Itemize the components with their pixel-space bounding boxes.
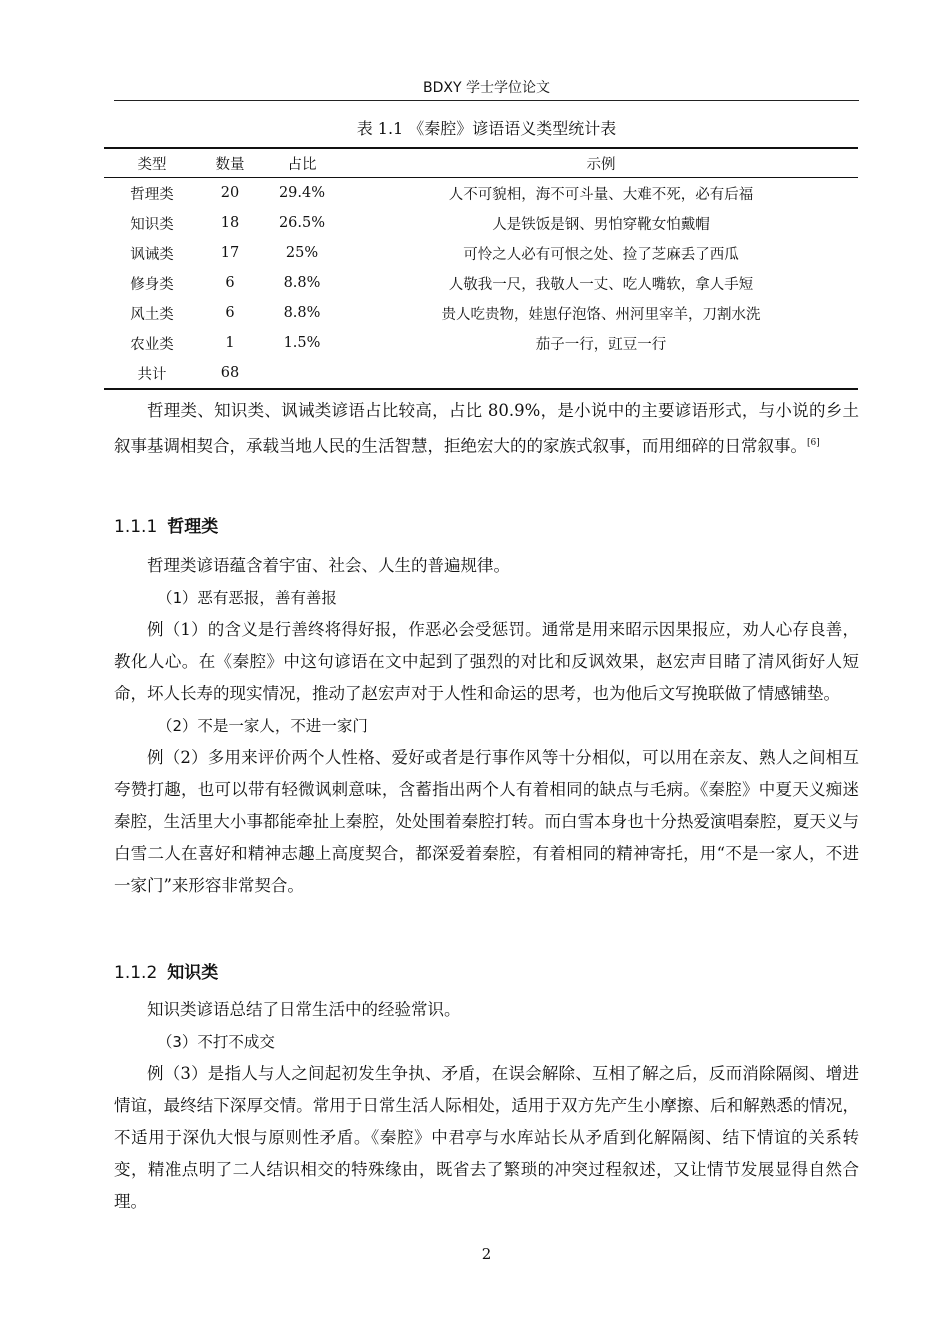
percent-cell: 1.5%	[283, 335, 321, 351]
example-cell: 人不可貌相，海不可斗量、大难不死，必有后福	[448, 186, 754, 203]
section-lead: 哲理类谚语蕴含着宇宙、社会、人生的普遍规律。	[147, 556, 510, 575]
column-header: 数量	[215, 156, 245, 173]
section-lead: 知识类谚语总结了日常生活中的经验常识。	[147, 1000, 461, 1019]
type-cell: 农业类	[130, 336, 174, 353]
type-cell: 讽诫类	[130, 246, 174, 263]
table-row	[104, 298, 858, 328]
count-cell: 6	[225, 305, 235, 321]
column-header: 类型	[137, 156, 167, 173]
intro-block	[114, 395, 859, 463]
count-cell: 6	[225, 275, 235, 291]
table-row	[104, 208, 858, 238]
table-total-row	[104, 358, 858, 389]
section-heading-1	[114, 512, 218, 537]
section-number: 1.1.1	[114, 517, 158, 537]
section-title: 哲理类	[167, 517, 219, 537]
example-cell: 可怜之人必有可恨之处、捡了芝麻丢了西瓜	[463, 246, 739, 263]
column-header: 占比	[287, 156, 317, 173]
example-cell: 贵人吃贵物，娃崽仔泡饹、州河里宰羊，刀割水洗	[441, 306, 761, 323]
section-number: 1.1.2	[114, 963, 158, 983]
example-paragraph: 例（2）多用来评价两个人性格、爱好或者是行事作风等十分相似，可以用在亲友、熟人之间相互夸赞打趣，也可以带有轻微讽刺意味，含蓄指出两个人有着相同的缺点与毛病。《秦腔》中夏天义痴迷秦腔，生活里大小事都能牵扯上秦腔，处处围着秦腔打转。而白雪本身也十分热爱演唱秦腔，夏天义与白雪二人在喜好和精神志趣上高度契合，都深爱着秦腔，有着相同的精神寄托，用“不是一家人，不进一家门”来形容非常契合。	[114, 748, 859, 895]
example-cell: 茄子一行，豇豆一行	[535, 336, 667, 353]
example-label: （2）不是一家人，不进一家门	[157, 717, 368, 735]
count-cell: 18	[220, 215, 240, 231]
section1-body	[114, 550, 859, 902]
table-row	[104, 268, 858, 298]
type-cell: 风土类	[130, 306, 174, 323]
table-row	[104, 178, 858, 209]
intro-paragraph	[114, 395, 859, 463]
intro-text: 哲理类、知识类、讽诫类谚语占比较高，占比 80.9%，是小说中的主要谚语形式，与小说的乡土叙事基调相契合，承载当地人民的生活智慧，拒绝宏大的的家族式叙事，而用细碎的日常叙事。	[114, 401, 859, 456]
count-cell: 17	[220, 245, 240, 261]
count-cell: 20	[220, 185, 240, 201]
section-heading-2	[114, 958, 218, 983]
example-cell	[344, 358, 858, 389]
type-cell: 哲理类	[130, 186, 174, 203]
example-cell: 人敬我一尺，我敬人一丈、吃人嘴软，拿人手短	[448, 276, 754, 293]
percent-cell: 26.5%	[278, 215, 326, 231]
citation-ref: [6]	[807, 438, 820, 448]
table-row	[104, 328, 858, 358]
percent-cell	[260, 358, 344, 389]
table-row	[104, 238, 858, 268]
example-paragraph: 例（1）的含义是行善终将得好报，作恶必会受惩罚。通常是用来昭示因果报应，劝人心存良善，教化人心。在《秦腔》中这句谚语在文中起到了强烈的对比和反讽效果，赵宏声目睹了清风街好人短命，坏人长寿的现实情况，推动了赵宏声对于人性和命运的思考，也为他后文写挽联做了情感铺垫。	[114, 620, 859, 703]
running-header: BDXY 学士学位论文	[423, 80, 550, 96]
column-header: 示例	[586, 156, 616, 173]
type-cell: 修身类	[130, 276, 174, 293]
page-number: 2	[481, 1245, 492, 1263]
type-cell: 共计	[137, 366, 167, 383]
type-cell: 知识类	[130, 216, 174, 233]
example-label: （3）不打不成交	[157, 1033, 275, 1051]
example-label: （1）恶有恶报，善有善报	[157, 589, 337, 607]
section2-body	[114, 994, 859, 1218]
percent-cell: 25%	[285, 245, 319, 261]
table-header-row	[104, 148, 858, 178]
table-caption: 表 1.1 《秦腔》谚语语义类型统计表	[356, 119, 617, 138]
example-cell: 人是铁饭是钢、男怕穿靴女怕戴帽	[492, 216, 710, 233]
percent-cell: 8.8%	[283, 275, 321, 291]
percent-cell: 29.4%	[278, 185, 326, 201]
example-paragraph: 例（3）是指人与人之间起初发生争执、矛盾，在误会解除、互相了解之后，反而消除隔阂、增进情谊，最终结下深厚交情。常用于日常生活人际相处，适用于双方先产生小摩擦、后和解熟悉的情况，不适用于深仇大恨与原则性矛盾。《秦腔》中君亭与水库站长从矛盾到化解隔阂、结下情谊的关系转变，精准点明了二人结识相交的特殊缘由，既省去了繁琐的冲突过程叙述，又让情节发展显得自然合理。	[114, 1064, 859, 1211]
count-cell: 68	[220, 365, 240, 381]
header-rule	[114, 100, 859, 101]
percent-cell: 8.8%	[283, 305, 321, 321]
statistics-table	[104, 147, 858, 390]
section-title: 知识类	[167, 963, 219, 983]
count-cell: 1	[225, 335, 235, 351]
